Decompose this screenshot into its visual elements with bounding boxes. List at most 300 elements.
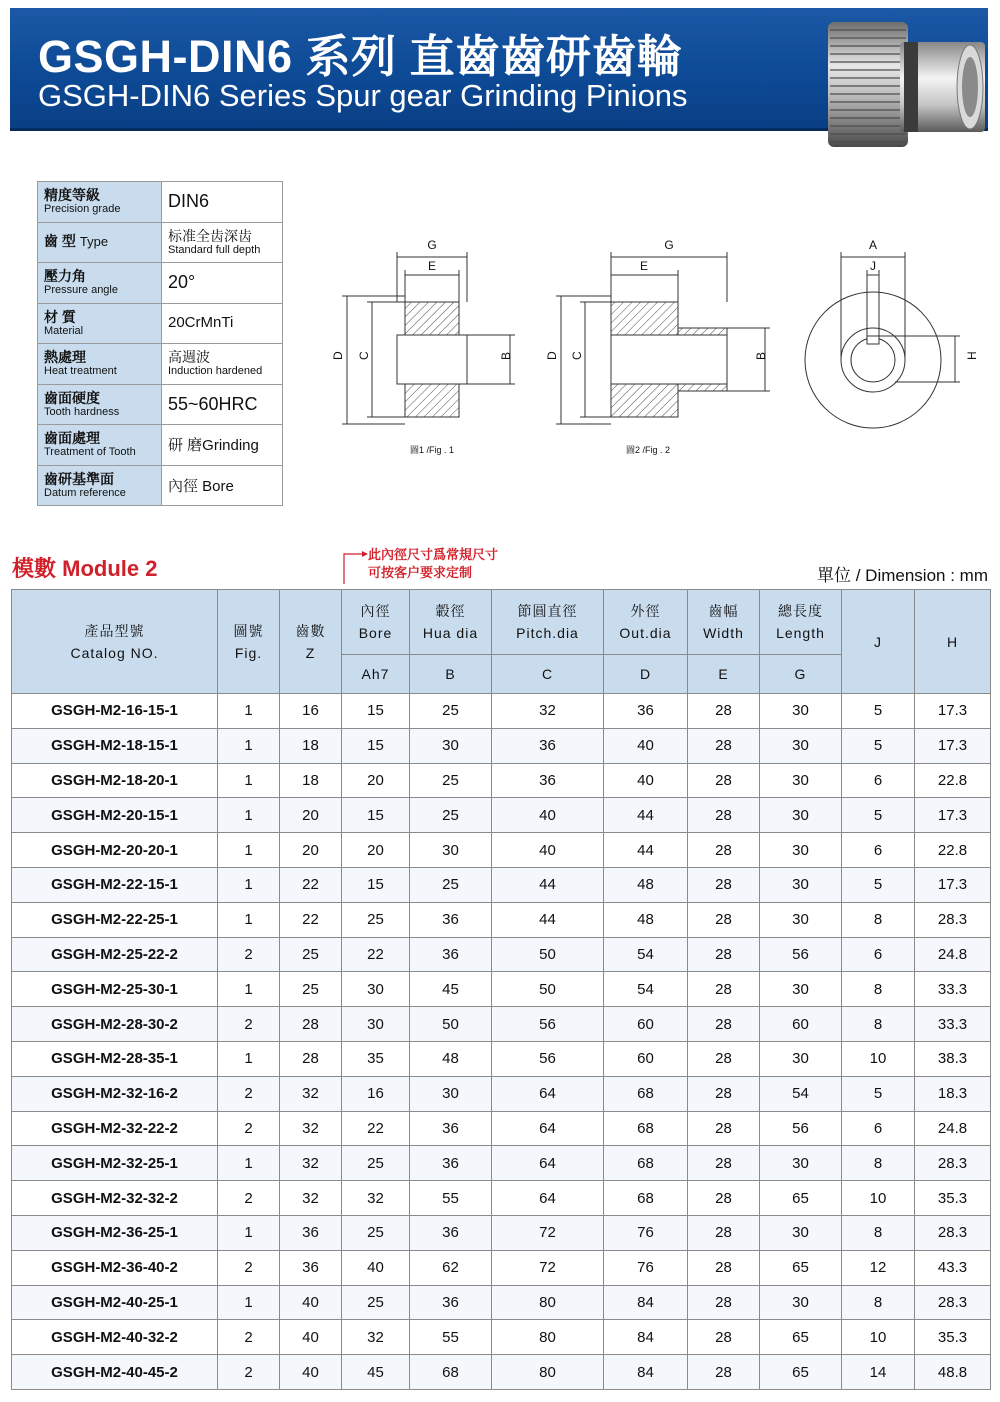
header-length: 總長度 Length [760, 590, 842, 655]
table-cell: 84 [604, 1285, 688, 1320]
table-cell: 50 [492, 972, 604, 1007]
table-cell: 8 [842, 902, 915, 937]
table-cell: 22.8 [915, 833, 991, 868]
table-cell: 76 [604, 1215, 688, 1250]
fig2-label-g: G [664, 238, 674, 252]
side-label-h: H [965, 351, 979, 360]
spec-value [162, 465, 283, 506]
table-cell: 50 [492, 937, 604, 972]
spec-key-en: Datum reference [44, 486, 126, 499]
spec-row [38, 465, 283, 506]
header-h: H [915, 590, 991, 694]
catalog-number-cell: GSGH-M2-28-35-1 [12, 1041, 218, 1076]
table-cell: 65 [760, 1355, 842, 1390]
table-cell: 28.3 [915, 1215, 991, 1250]
table-cell: 43.3 [915, 1250, 991, 1285]
table-cell: 1 [218, 1215, 280, 1250]
table-cell: 6 [842, 833, 915, 868]
spec-key-zh: 壓力角 [44, 268, 86, 285]
table-row [12, 1076, 991, 1111]
table-cell: 36 [410, 1215, 492, 1250]
table-cell: 36 [604, 694, 688, 729]
table-cell: 65 [760, 1250, 842, 1285]
catalog-number-cell: GSGH-M2-22-25-1 [12, 902, 218, 937]
spec-key-en: Treatment of Tooth [44, 446, 136, 459]
table-cell: 18 [280, 728, 342, 763]
header-out: 外徑 Out.dia [604, 590, 688, 655]
table-cell: 30 [410, 728, 492, 763]
catalog-number-cell: GSGH-M2-22-15-1 [12, 867, 218, 902]
table-cell: 28 [688, 1285, 760, 1320]
spec-key [38, 384, 162, 425]
table-cell: 40 [280, 1320, 342, 1355]
table-row [12, 1320, 991, 1355]
unit-label: 單位 / Dimension : mm [817, 566, 988, 585]
table-cell: 54 [604, 972, 688, 1007]
table-cell: 40 [604, 763, 688, 798]
spec-row [38, 182, 283, 223]
spec-row [38, 263, 283, 304]
table-cell: 40 [280, 1355, 342, 1390]
table-cell: 1 [218, 694, 280, 729]
table-cell: 28 [688, 972, 760, 1007]
spec-value-text: 研 磨Grinding [168, 437, 259, 455]
table-cell: 6 [842, 937, 915, 972]
header-fig: 圖號 Fig. [218, 590, 280, 694]
table-cell: 30 [760, 902, 842, 937]
table-cell: 2 [218, 1181, 280, 1216]
table-cell: 6 [842, 1111, 915, 1146]
table-cell: 32 [492, 694, 604, 729]
table-cell: 35.3 [915, 1320, 991, 1355]
table-row [12, 972, 991, 1007]
table-cell: 28 [688, 728, 760, 763]
table-cell: 55 [410, 1181, 492, 1216]
table-cell: 45 [410, 972, 492, 1007]
fig1-label-c: C [357, 351, 371, 360]
spec-key [38, 263, 162, 304]
table-cell: 44 [492, 867, 604, 902]
table-cell: 62 [410, 1250, 492, 1285]
arrow-icon [338, 548, 370, 588]
table-cell: 56 [492, 1007, 604, 1042]
table-cell: 36 [410, 1285, 492, 1320]
table-cell: 22 [280, 867, 342, 902]
spec-key-zh: 精度等級 [44, 187, 100, 204]
table-cell: 84 [604, 1320, 688, 1355]
table-cell: 84 [604, 1355, 688, 1390]
table-cell: 30 [342, 1007, 410, 1042]
note-line-1: 此內徑尺寸爲常規尺寸 [368, 547, 499, 562]
table-cell: 30 [760, 798, 842, 833]
table-cell: 48 [604, 902, 688, 937]
catalog-number-cell: GSGH-M2-36-40-2 [12, 1250, 218, 1285]
catalog-number-cell: GSGH-M2-32-22-2 [12, 1111, 218, 1146]
table-row [12, 1146, 991, 1181]
catalog-number-cell: GSGH-M2-32-32-2 [12, 1181, 218, 1216]
table-cell: 48 [410, 1041, 492, 1076]
spec-row [38, 303, 283, 344]
table-cell: 15 [342, 728, 410, 763]
table-cell: 2 [218, 1007, 280, 1042]
table-cell: 15 [342, 694, 410, 729]
table-cell: 20 [280, 833, 342, 868]
table-cell: 24.8 [915, 1111, 991, 1146]
table-cell: 22 [280, 902, 342, 937]
catalog-number-cell: GSGH-M2-32-25-1 [12, 1146, 218, 1181]
table-cell: 35.3 [915, 1181, 991, 1216]
header-width: 齒幅 Width [688, 590, 760, 655]
table-cell: 28.3 [915, 902, 991, 937]
table-cell: 28 [688, 798, 760, 833]
table-cell: 10 [842, 1181, 915, 1216]
table-cell: 22 [342, 937, 410, 972]
table-cell: 6 [842, 763, 915, 798]
table-cell: 56 [760, 1111, 842, 1146]
table-row [12, 1250, 991, 1285]
table-cell: 1 [218, 1041, 280, 1076]
table-cell: 40 [492, 833, 604, 868]
table-cell: 12 [842, 1250, 915, 1285]
table-cell: 2 [218, 1076, 280, 1111]
table-cell: 1 [218, 798, 280, 833]
table-cell: 25 [410, 763, 492, 798]
table-cell: 68 [604, 1076, 688, 1111]
spec-key-en: Material [44, 324, 84, 337]
table-cell: 28 [688, 1250, 760, 1285]
table-cell: 1 [218, 902, 280, 937]
fig1-label-e: E [427, 259, 437, 273]
table-cell: 45 [342, 1355, 410, 1390]
table-cell: 36 [492, 763, 604, 798]
table-cell: 64 [492, 1181, 604, 1216]
spec-value-en: Induction hardened [168, 365, 263, 378]
spec-row [38, 384, 283, 425]
spec-key [38, 425, 162, 466]
table-cell: 25 [342, 1285, 410, 1320]
module-title: 模數 Module 2 [12, 556, 158, 581]
fig1-label-d: D [331, 351, 345, 360]
table-cell: 72 [492, 1215, 604, 1250]
table-cell: 30 [342, 972, 410, 1007]
spec-value [162, 344, 283, 385]
table-row [12, 1285, 991, 1320]
table-cell: 30 [760, 1041, 842, 1076]
spec-value [162, 263, 283, 304]
table-cell: 24.8 [915, 937, 991, 972]
table-cell: 5 [842, 1076, 915, 1111]
table-cell: 80 [492, 1285, 604, 1320]
spec-value-text: 內徑 Bore [168, 477, 234, 495]
subheader-width: E [688, 655, 760, 694]
spec-key [38, 182, 162, 223]
header-pitch: 節圓直徑 Pitch.dia [492, 590, 604, 655]
catalog-number-cell: GSGH-M2-28-30-2 [12, 1007, 218, 1042]
catalog-number-cell: GSGH-M2-40-25-1 [12, 1285, 218, 1320]
table-cell: 28 [688, 1076, 760, 1111]
table-cell: 40 [280, 1285, 342, 1320]
table-cell: 54 [760, 1076, 842, 1111]
table-cell: 28 [688, 833, 760, 868]
table-cell: 20 [342, 763, 410, 798]
table-cell: 72 [492, 1250, 604, 1285]
table-cell: 36 [492, 728, 604, 763]
table-cell: 25 [280, 972, 342, 1007]
table-cell: 32 [280, 1181, 342, 1216]
fig2-label-b: B [754, 351, 768, 360]
table-cell: 1 [218, 867, 280, 902]
subheader-hub: B [410, 655, 492, 694]
spec-key-en: Pressure angle [44, 284, 118, 297]
title-zh: GSGH-DIN6 系列 直齒齒研齒輪 [38, 31, 683, 82]
spec-key-zh: 材 質 [44, 308, 76, 325]
table-cell: 28 [280, 1007, 342, 1042]
table-cell: 55 [410, 1320, 492, 1355]
table-cell: 48 [604, 867, 688, 902]
fig2-label-c: C [570, 351, 584, 360]
spec-value-text: 20° [168, 272, 196, 293]
table-cell: 60 [604, 1041, 688, 1076]
table-cell: 40 [604, 728, 688, 763]
table-cell: 65 [760, 1320, 842, 1355]
spec-key-en: Type [79, 234, 109, 250]
table-row [12, 1355, 991, 1390]
table-row [12, 937, 991, 972]
spec-value [162, 384, 283, 425]
spec-value [162, 182, 283, 223]
table-cell: 1 [218, 972, 280, 1007]
table-cell: 30 [760, 1215, 842, 1250]
table-cell: 68 [410, 1355, 492, 1390]
table-cell: 28 [688, 1215, 760, 1250]
spec-value-text: DIN6 [168, 191, 210, 212]
table-cell: 40 [342, 1250, 410, 1285]
table-cell: 17.3 [915, 728, 991, 763]
catalog-number-cell: GSGH-M2-16-15-1 [12, 694, 218, 729]
table-cell: 80 [492, 1320, 604, 1355]
spec-row [38, 425, 283, 466]
table-cell: 44 [604, 833, 688, 868]
table-cell: 28 [688, 694, 760, 729]
table-cell: 1 [218, 763, 280, 798]
catalog-number-cell: GSGH-M2-36-25-1 [12, 1215, 218, 1250]
table-cell: 30 [760, 1285, 842, 1320]
catalog-number-cell: GSGH-M2-32-16-2 [12, 1076, 218, 1111]
table-row [12, 1215, 991, 1250]
table-cell: 68 [604, 1181, 688, 1216]
table-cell: 50 [410, 1007, 492, 1042]
table-cell: 14 [842, 1355, 915, 1390]
table-cell: 15 [342, 867, 410, 902]
table-cell: 30 [410, 1076, 492, 1111]
table-cell: 60 [760, 1007, 842, 1042]
catalog-number-cell: GSGH-M2-20-20-1 [12, 833, 218, 868]
table-cell: 40 [492, 798, 604, 833]
spec-value-zh: 高週波 [168, 349, 210, 366]
catalog-number-cell: GSGH-M2-18-15-1 [12, 728, 218, 763]
table-cell: 36 [410, 1111, 492, 1146]
spec-value-text: 55~60HRC [168, 393, 258, 414]
table-cell: 25 [342, 1215, 410, 1250]
spec-row [38, 344, 283, 385]
gear-photo-icon [820, 12, 990, 152]
table-cell: 56 [760, 937, 842, 972]
spec-value [162, 303, 283, 344]
table-cell: 10 [842, 1041, 915, 1076]
spec-value [162, 222, 283, 263]
table-cell: 2 [218, 1355, 280, 1390]
table-cell: 64 [492, 1076, 604, 1111]
table-cell: 8 [842, 1146, 915, 1181]
table-cell: 38.3 [915, 1041, 991, 1076]
spec-key [38, 465, 162, 506]
table-cell: 25 [342, 1146, 410, 1181]
table-cell: 5 [842, 867, 915, 902]
table-cell: 30 [760, 763, 842, 798]
spec-key [38, 222, 162, 263]
spec-value [162, 425, 283, 466]
table-cell: 2 [218, 1320, 280, 1355]
table-cell: 68 [604, 1146, 688, 1181]
table-cell: 25 [342, 902, 410, 937]
spec-key-zh: 齒 型 [44, 233, 76, 250]
spec-value-zh: 标准全齿深齿 [168, 227, 252, 244]
spec-key-zh: 齒面硬度 [44, 389, 100, 406]
table-cell: 1 [218, 1146, 280, 1181]
table-cell: 5 [842, 728, 915, 763]
side-label-j: J [870, 259, 876, 273]
table-cell: 64 [492, 1111, 604, 1146]
table-cell: 68 [604, 1111, 688, 1146]
table-cell: 5 [842, 694, 915, 729]
table-cell: 32 [280, 1076, 342, 1111]
spec-key-zh: 齒研基準面 [44, 470, 114, 487]
custom-bore-note [368, 546, 498, 582]
note-line-2: 可按客户要求定制 [368, 565, 473, 580]
table-cell: 30 [410, 833, 492, 868]
table-cell: 36 [410, 937, 492, 972]
table-row [12, 694, 991, 729]
table-row [12, 833, 991, 868]
spec-table [37, 181, 283, 506]
spec-value-en: Standard full depth [168, 243, 261, 256]
table-cell: 2 [218, 1111, 280, 1146]
table-cell: 18 [280, 763, 342, 798]
fig1-drawing [342, 252, 515, 424]
spec-row [38, 222, 283, 263]
table-cell: 36 [280, 1215, 342, 1250]
spec-key-zh: 齒面處理 [44, 430, 100, 447]
table-cell: 2 [218, 937, 280, 972]
table-cell: 2 [218, 1250, 280, 1285]
table-cell: 28 [688, 867, 760, 902]
table-row [12, 728, 991, 763]
header-z: 齒數 Z [280, 590, 342, 694]
fig1-label-b: B [499, 351, 513, 360]
table-cell: 8 [842, 1285, 915, 1320]
table-cell: 30 [760, 694, 842, 729]
table-cell: 28 [688, 937, 760, 972]
table-cell: 30 [760, 833, 842, 868]
side-view-drawing [805, 252, 960, 428]
table-cell: 25 [410, 867, 492, 902]
spec-key-en: Precision grade [44, 203, 121, 216]
fig2-caption: 圖2 /Fig . 2 [625, 445, 671, 455]
table-cell: 32 [280, 1111, 342, 1146]
fig2-drawing [556, 252, 770, 424]
table-cell: 22.8 [915, 763, 991, 798]
table-cell: 28 [688, 1146, 760, 1181]
table-cell: 16 [342, 1076, 410, 1111]
table-cell: 64 [492, 1146, 604, 1181]
table-cell: 1 [218, 833, 280, 868]
table-cell: 28 [688, 902, 760, 937]
table-cell: 28 [688, 1111, 760, 1146]
catalog-number-cell: GSGH-M2-18-20-1 [12, 763, 218, 798]
catalog-number-cell: GSGH-M2-40-45-2 [12, 1355, 218, 1390]
table-cell: 32 [280, 1146, 342, 1181]
table-cell: 28 [688, 1355, 760, 1390]
table-cell: 32 [342, 1320, 410, 1355]
table-cell: 33.3 [915, 1007, 991, 1042]
table-cell: 56 [492, 1041, 604, 1076]
table-cell: 44 [492, 902, 604, 937]
table-cell: 15 [342, 798, 410, 833]
side-label-a: A [868, 238, 878, 252]
table-row [12, 798, 991, 833]
fig2-label-d: D [545, 351, 559, 360]
table-cell: 8 [842, 972, 915, 1007]
spec-key [38, 344, 162, 385]
table-cell: 8 [842, 1007, 915, 1042]
table-cell: 18.3 [915, 1076, 991, 1111]
header-hub: 轂徑 Hua dia [410, 590, 492, 655]
table-cell: 25 [280, 937, 342, 972]
dimension-table [11, 589, 991, 1390]
table-cell: 28 [688, 1320, 760, 1355]
table-cell: 28.3 [915, 1146, 991, 1181]
fig2-label-e: E [639, 259, 649, 273]
table-cell: 20 [280, 798, 342, 833]
table-row [12, 867, 991, 902]
header-catalog: 產品型號 Catalog NO. [12, 590, 218, 694]
subheader-length: G [760, 655, 842, 694]
table-row [12, 1111, 991, 1146]
table-cell: 36 [410, 902, 492, 937]
table-cell: 36 [280, 1250, 342, 1285]
header-j: J [842, 590, 915, 694]
catalog-number-cell: GSGH-M2-20-15-1 [12, 798, 218, 833]
table-cell: 17.3 [915, 798, 991, 833]
table-cell: 60 [604, 1007, 688, 1042]
table-cell: 65 [760, 1181, 842, 1216]
table-row [12, 763, 991, 798]
table-cell: 28 [688, 1041, 760, 1076]
table-cell: 30 [760, 728, 842, 763]
table-cell: 28 [280, 1041, 342, 1076]
table-cell: 28.3 [915, 1285, 991, 1320]
table-cell: 54 [604, 937, 688, 972]
fig1-label-g: G [427, 238, 437, 252]
table-cell: 28 [688, 763, 760, 798]
table-cell: 44 [604, 798, 688, 833]
table-cell: 36 [410, 1146, 492, 1181]
table-cell: 28 [688, 1181, 760, 1216]
table-row [12, 1007, 991, 1042]
catalog-number-cell: GSGH-M2-25-30-1 [12, 972, 218, 1007]
spec-key-zh: 熱處理 [44, 349, 86, 366]
table-cell: 20 [342, 833, 410, 868]
